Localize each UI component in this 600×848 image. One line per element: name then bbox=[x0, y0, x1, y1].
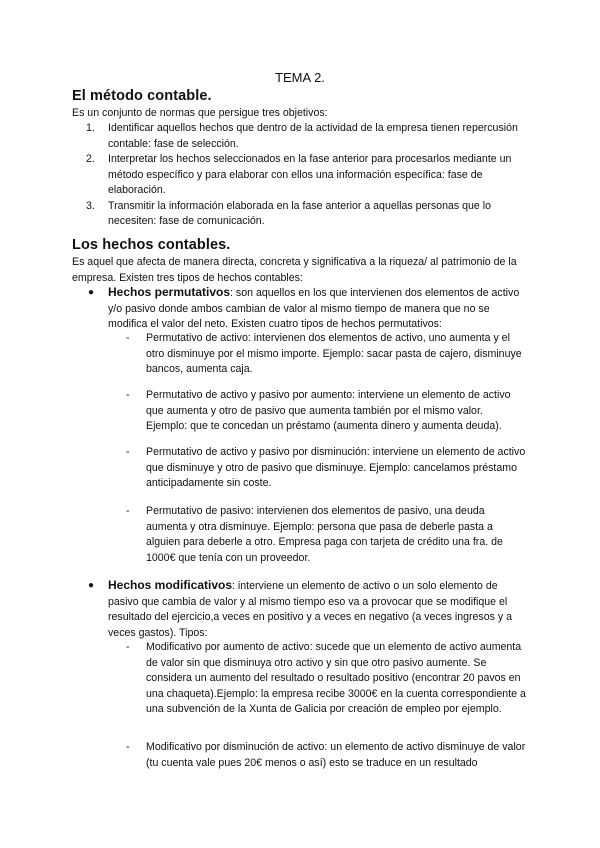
section-heading-hechos: Los hechos contables. bbox=[72, 237, 231, 253]
bullet-icon: ● bbox=[88, 580, 95, 591]
bullet-hechos-permutativos: ● Hechos permutativos: son aquellos en los que intervienen dos elementos de activo y/o pasivo donde ambos cambian de valor al mismo tiempo de manera que no se modifica el valor del neto. Existen cuatro tipos de hechos permutativos: bbox=[88, 285, 520, 330]
sub-item-modificativo-aumento: - Modificativo por aumento de activo: sucede que un elemento de activo aumenta de valor sin que disminuya otro activo y sin que otro pasivo aumente. Se considera un aumento del resultado o resultado positivo (encontrar 20 pavos en una chaqueta).Ejemplo: la empresa recibe 3000€ en la cuenta correspondiente a una subvención de la Xunta de Galicia por creación de empleo por ejemplo. bbox=[126, 641, 526, 715]
sub-item-modificativo-disminucion: - Modificativo por disminución de activo: un elemento de activo disminuye de valor (tu cuenta vale pues 20€ menos o así) esto se traduce en un resultado bbox=[126, 741, 526, 769]
sub-item-permutativo-activo: - Permutativo de activo: intervienen dos elementos de activo, uno aumenta y el otro disminuye por el mismo importe. Ejemplo: sacar pasta de cajero, disminuye bancos, aumenta caja. bbox=[126, 332, 522, 375]
section-intro-metodo: Es un conjunto de normas que persigue tres objetivos: bbox=[72, 107, 328, 119]
dash-icon: - bbox=[126, 741, 130, 753]
list-item: 3. Transmitir la información elaborada en la fase anterior a aquellas personas que lo necesiten: fase de comunicación. bbox=[86, 199, 491, 227]
term-permutativos: Hechos permutativos bbox=[108, 285, 231, 299]
dash-icon: - bbox=[126, 505, 130, 517]
dash-icon: - bbox=[126, 641, 130, 653]
dash-icon: - bbox=[126, 446, 130, 458]
page-title: TEMA 2. bbox=[275, 70, 325, 85]
sub-item-permutativo-pasivo: - Permutativo de pasivo: intervienen dos elementos de pasivo, una deuda aumenta y otra disminuye. Ejemplo: persona que pasa de deberle pasta a alguien para deberle a otro. Empresa paga con tarjeta de crédito una fra. de 1000€ que tenía con un proveedor. bbox=[126, 505, 503, 564]
sub-item-permutativo-aumento: - Permutativo de activo y pasivo por aumento: interviene un elemento de activo que aumenta y otro de pasivo que aumenta también por el mismo valor. Ejemplo: que te concedan un préstamo (aumenta dinero y aumenta deuda). bbox=[126, 389, 511, 432]
section-intro-hechos: Es aquel que afecta de manera directa, concreta y significativa a la riqueza/ al patrimonio de la empresa. Existen tres tipos de hechos contables: bbox=[72, 256, 517, 284]
objectives-list bbox=[86, 121, 526, 230]
bullet-icon: ● bbox=[88, 287, 95, 298]
dash-icon: - bbox=[126, 389, 130, 401]
dash-icon: - bbox=[126, 332, 130, 344]
bullet-hechos-modificativos: ● Hechos modificativos: interviene un elemento de activo o un solo elemento de pasivo que cambia de valor y al mismo tiempo eso va a provocar que se modifique el resultado del ejercicio,a veces en positivo y a veces en negativo (a veces ingresos y a veces gastos). Tipos: bbox=[88, 578, 512, 639]
list-item: 2. Interpretar los hechos seleccionados en la fase anterior para procesarlos mediante un método específico y para elaborar con ellos una información específica: fase de elaboración. bbox=[86, 153, 512, 196]
section-heading-metodo: El método contable. bbox=[72, 88, 212, 104]
list-item: 1. Identificar aquellos hechos que dentro de la actividad de la empresa tienen repercusión contable: fase de selección. bbox=[86, 122, 518, 150]
term-modificativos: Hechos modificativos bbox=[108, 578, 233, 592]
sub-item-permutativo-disminucion: - Permutativo de activo y pasivo por disminución: interviene un elemento de activo que disminuye y otro de pasivo que disminuye. Ejemplo: cancelamos préstamo anticipadamente sin coste. bbox=[126, 446, 526, 489]
